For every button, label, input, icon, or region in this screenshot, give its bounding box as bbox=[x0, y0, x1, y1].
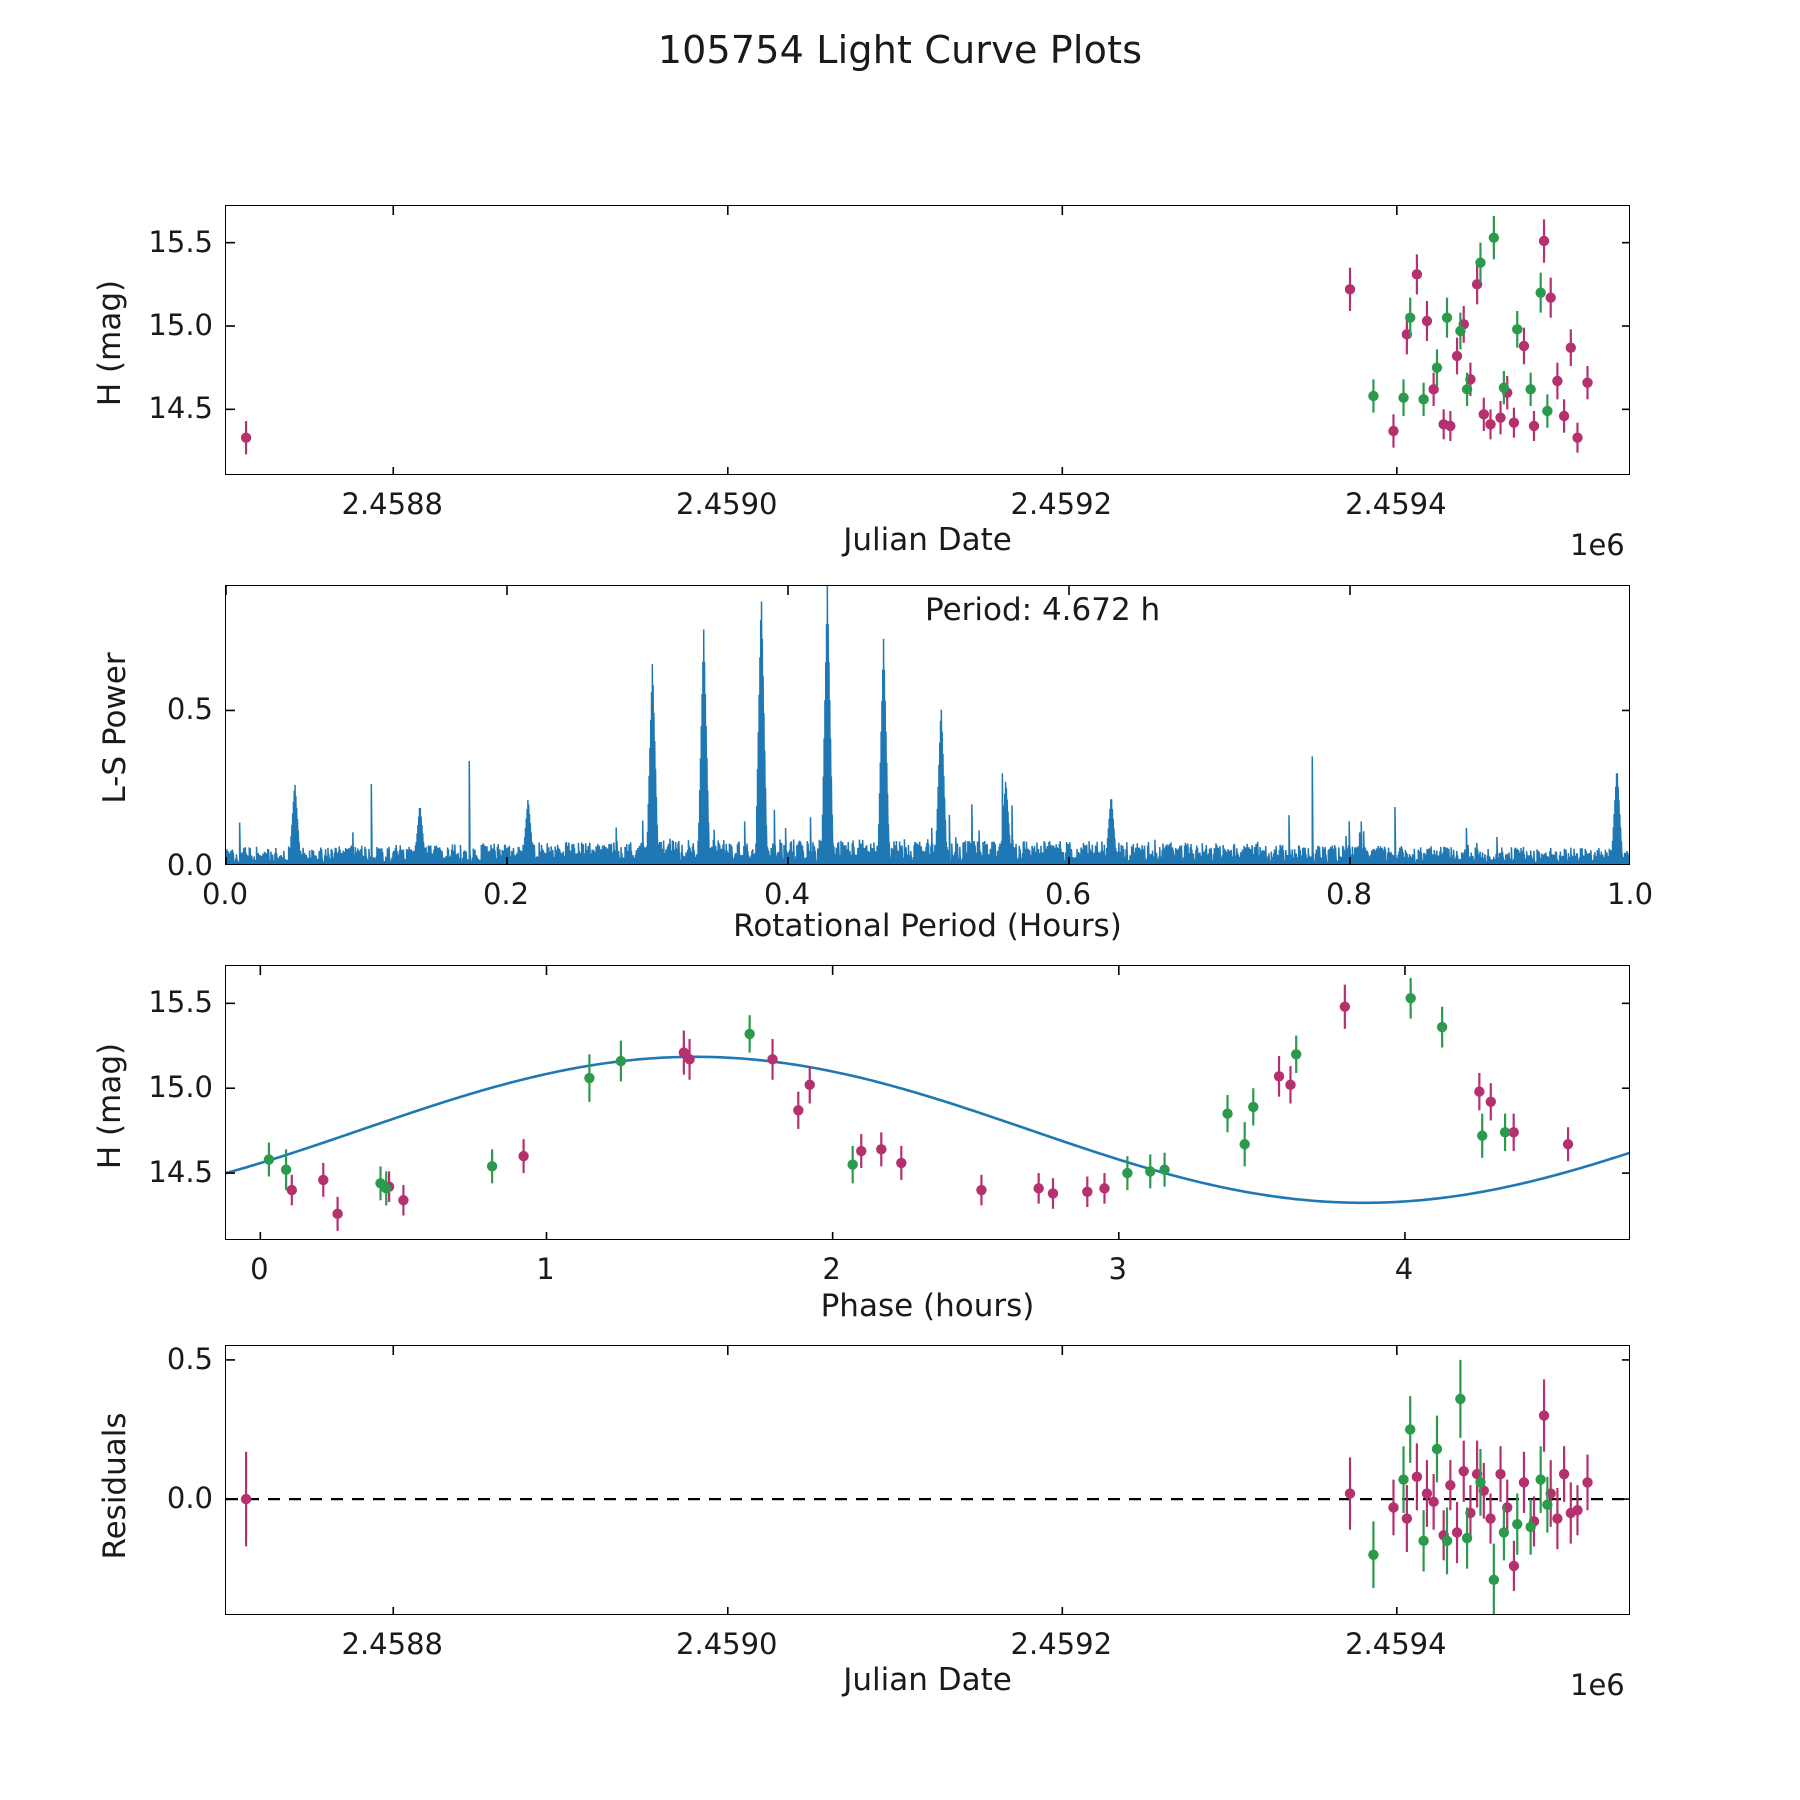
x-tick-label: 2.4588 bbox=[341, 487, 443, 521]
sine-fit-curve bbox=[226, 1057, 1630, 1203]
figure-title: 105754 Light Curve Plots bbox=[657, 28, 1143, 72]
x-tick-label: 2.4594 bbox=[1345, 1627, 1447, 1661]
lightcurve-plot-area bbox=[226, 206, 1630, 475]
x-tick-label: 0.6 bbox=[1044, 877, 1092, 911]
y-tick-label: 0.0 bbox=[166, 1481, 213, 1516]
series-magenta bbox=[287, 985, 1574, 1231]
periodogram-ylabel: L-S Power bbox=[97, 652, 133, 804]
lightcurve-x-offset: 1e6 bbox=[1570, 528, 1625, 562]
x-tick-label: 0.8 bbox=[1325, 877, 1373, 911]
y-tick-label: 15.5 bbox=[148, 224, 213, 259]
x-tick-label: 1 bbox=[536, 1252, 555, 1286]
y-tick-label: 0.0 bbox=[166, 848, 213, 882]
y-tick-label: 14.5 bbox=[148, 1155, 213, 1190]
residuals-ylabel: Residuals bbox=[97, 1412, 133, 1560]
residuals-axes[interactable] bbox=[225, 1345, 1630, 1615]
lightcurve-axes[interactable] bbox=[225, 205, 1630, 475]
x-tick-label: 0.2 bbox=[482, 877, 530, 911]
x-tick-label: 3 bbox=[1108, 1252, 1128, 1286]
series-magenta bbox=[241, 219, 1593, 454]
x-tick-label: 2.4594 bbox=[1345, 487, 1447, 521]
x-tick-label: 1.0 bbox=[1606, 877, 1654, 911]
phase-folded-xlabel: Phase (hours) bbox=[820, 1288, 1035, 1324]
x-tick-label: 0 bbox=[250, 1252, 269, 1286]
y-tick-label: 0.5 bbox=[166, 692, 213, 727]
residuals-plot-area bbox=[226, 1346, 1630, 1615]
residuals-x-offset: 1e6 bbox=[1570, 1668, 1625, 1702]
periodogram-xlabel: Rotational Period (Hours) bbox=[733, 908, 1122, 944]
series-green bbox=[1368, 216, 1552, 428]
y-tick-label: 0.5 bbox=[166, 1341, 213, 1376]
x-tick-label: 2.4590 bbox=[676, 487, 778, 521]
phase-folded-plot-area bbox=[226, 966, 1630, 1240]
x-tick-label: 4 bbox=[1394, 1252, 1414, 1286]
series-magenta bbox=[241, 1379, 1593, 1591]
y-tick-label: 14.5 bbox=[148, 391, 213, 426]
phase-folded-axes[interactable] bbox=[225, 965, 1630, 1240]
x-tick-label: 0.0 bbox=[201, 877, 249, 911]
x-tick-label: 2.4592 bbox=[1010, 1627, 1113, 1661]
y-tick-label: 15.0 bbox=[148, 308, 213, 342]
residuals-xlabel: Julian Date bbox=[843, 1662, 1012, 1698]
phase-folded-ylabel: H (mag) bbox=[92, 1042, 128, 1170]
lightcurve-xlabel: Julian Date bbox=[843, 522, 1012, 558]
x-tick-label: 2.4588 bbox=[341, 1627, 443, 1661]
period-annotation: Period: 4.672 h bbox=[925, 592, 1161, 628]
y-tick-label: 15.5 bbox=[148, 985, 213, 1020]
series-green bbox=[264, 978, 1511, 1205]
x-tick-label: 2 bbox=[822, 1252, 841, 1286]
x-tick-label: 2.4592 bbox=[1010, 487, 1113, 521]
x-tick-label: 0.4 bbox=[763, 877, 811, 911]
lightcurve-ylabel: H (mag) bbox=[92, 279, 128, 407]
y-tick-label: 15.0 bbox=[148, 1070, 213, 1105]
x-tick-label: 2.4590 bbox=[676, 1627, 778, 1661]
